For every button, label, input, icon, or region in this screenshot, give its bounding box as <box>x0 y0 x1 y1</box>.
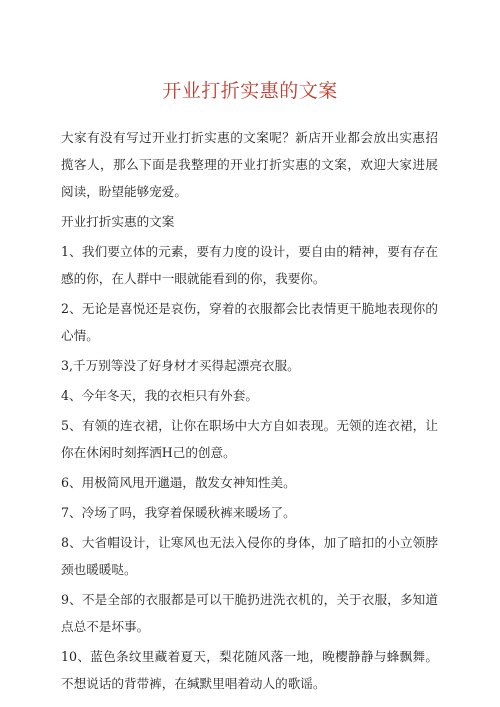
list-item: 9、不是全部的衣服都是可以干脆扔进洗衣机的，关于衣服，多知道点总不是坏事。 <box>61 592 438 634</box>
list-item: 1、我们要立体的元素，要有力度的设计，要自由的精神，要有存在感的你，在人群中一眼就能看到的你，我要你。 <box>61 244 438 286</box>
section-subtitle: 开业打折实惠的文案 <box>61 214 175 229</box>
list-item: 8、大省帽设计，让寒风也无法入侵你的身体，加了暗扣的小立领脖颈也暖暖哒。 <box>61 535 438 577</box>
list-item: 6、用极简风甩开邋遢，散发女神知性美。 <box>61 475 296 490</box>
list-item: 7、冷场了吗，我穿着保暖秋裤来暖场了。 <box>61 505 296 520</box>
list-item: 5、有领的连衣裙，让你在职场中大方自如表现。无领的连衣裙，让你在休闲时刻挥洒H己的创意。 <box>61 418 438 460</box>
document-body <box>61 124 438 700</box>
intro-paragraph: 大家有没有写过开业打折实惠的文案呢？新店开业都会放出实惠招揽客人，那么下面是我整理的开业打折实惠的文案，欢迎大家进展阅读，盼望能够宠爱。 <box>61 130 438 199</box>
list-item: 4、今年冬天，我的衣柜只有外套。 <box>61 388 258 403</box>
document-title: 开业打折实惠的文案 <box>162 80 338 102</box>
list-item: 10、蓝色条纹里藏着夏天，梨花随风落一地，晚樱静静与蜂飘舞。不想说话的背带裤，在缄默里唱着动人的歌谣。 <box>61 649 438 691</box>
list-item: 3,千万别等没了好身材才买得起漂亮衣服。 <box>61 358 300 373</box>
list-item: 2、无论是喜悦还是哀伤，穿着的衣服都会比表情更干脆地表现你的心情。 <box>61 301 438 343</box>
